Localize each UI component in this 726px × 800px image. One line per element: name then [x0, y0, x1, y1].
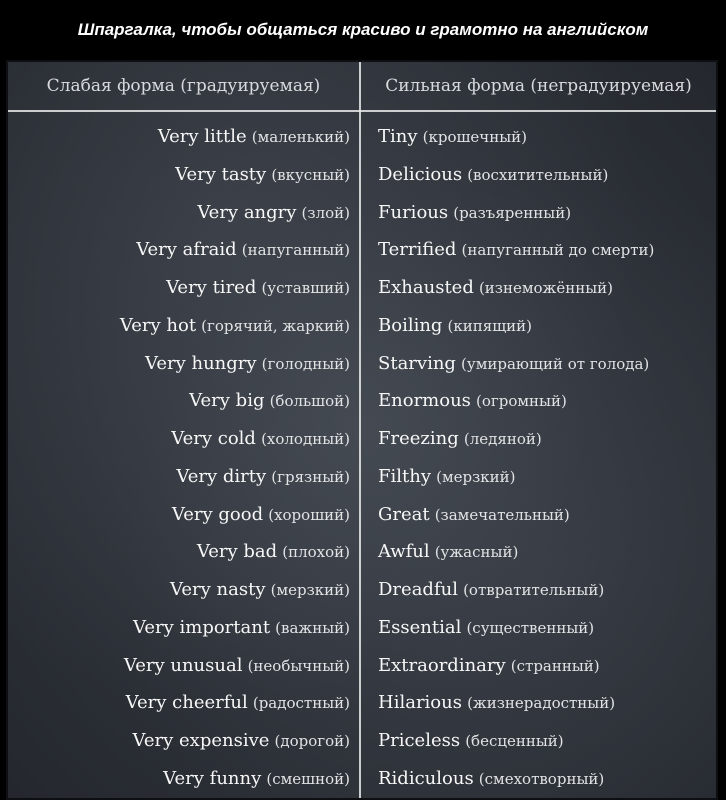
strong-english-word: Tiny — [378, 126, 418, 147]
weak-form-cell — [145, 345, 350, 383]
weak-russian-translation: (напуганный) — [241, 241, 350, 260]
weak-english-word: Very good — [171, 503, 264, 525]
weak-russian-translation: (смешной) — [266, 769, 350, 788]
strong-russian-translation: (кипящий) — [447, 316, 533, 335]
strong-form-cell — [378, 382, 567, 420]
chalkboard-table — [6, 60, 718, 800]
strong-russian-translation: (странный) — [510, 656, 600, 675]
weak-form-cell — [136, 231, 350, 269]
weak-english-word: Very unusual — [123, 654, 243, 676]
strong-english-word: Hilarious — [378, 692, 462, 714]
weak-russian-translation: (холодный) — [261, 430, 350, 448]
weak-russian-translation: (маленький) — [251, 128, 350, 146]
strong-russian-translation: (изнеможённый) — [478, 279, 614, 297]
strong-russian-translation: (напуганный до смерти) — [461, 241, 655, 260]
weak-form-cell — [171, 420, 350, 458]
weak-english-word: Very nasty — [170, 579, 266, 600]
weak-russian-translation: (вкусный) — [271, 165, 350, 184]
weak-english-word: Very funny — [163, 767, 262, 789]
weak-english-word: Very afraid — [136, 239, 237, 261]
table-row — [8, 194, 716, 232]
strong-russian-translation: (ледяной) — [463, 430, 542, 448]
table-row — [8, 382, 716, 420]
table-row — [8, 269, 716, 307]
strong-english-word: Freezing — [378, 428, 459, 449]
header-strong-form: Сильная форма (неградуируемая) — [385, 76, 692, 96]
strong-english-word: Dreadful — [378, 579, 458, 600]
strong-russian-translation: (существенный) — [466, 618, 595, 637]
header-divider — [8, 110, 716, 112]
strong-form-cell — [378, 722, 564, 760]
table-row — [8, 722, 716, 760]
weak-english-word: Very hungry — [145, 352, 257, 374]
header-weak-form: Слабая форма (градуируемая) — [46, 76, 321, 96]
strong-english-word: Essential — [378, 616, 462, 638]
strong-form-cell — [378, 684, 615, 722]
weak-english-word: Very big — [189, 390, 265, 412]
strong-english-word: Awful — [378, 541, 430, 563]
table-row — [8, 307, 716, 345]
table-row — [8, 609, 716, 647]
strong-english-word: Priceless — [378, 730, 461, 751]
weak-form-cell — [133, 722, 350, 760]
strong-english-word: Enormous — [378, 390, 471, 412]
table-row — [8, 458, 716, 496]
strong-english-word: Extraordinary — [378, 654, 506, 676]
strong-russian-translation: (разъяренный) — [453, 203, 572, 222]
strong-english-word: Exhausted — [378, 277, 474, 298]
weak-russian-translation: (радостный) — [252, 694, 350, 713]
weak-form-cell — [124, 647, 350, 685]
strong-russian-translation: (умирающий от голода) — [461, 354, 650, 373]
strong-form-cell — [378, 458, 516, 496]
strong-english-word: Boiling — [378, 314, 443, 336]
weak-russian-translation: (злой) — [301, 203, 350, 222]
table-row — [8, 571, 716, 609]
weak-russian-translation: (важный) — [275, 618, 350, 637]
strong-form-cell — [378, 269, 613, 307]
weak-english-word: Very cold — [171, 428, 256, 449]
weak-form-cell — [197, 194, 350, 232]
strong-english-word: Filthy — [378, 465, 431, 487]
weak-english-word: Very bad — [196, 541, 278, 563]
strong-russian-translation: (мерзкий) — [436, 467, 516, 486]
table-row — [8, 496, 716, 534]
weak-form-cell — [166, 269, 350, 307]
table-row — [8, 420, 716, 458]
weak-english-word: Very angry — [197, 201, 297, 223]
table-row — [8, 118, 716, 156]
strong-russian-translation: (огромный) — [476, 392, 567, 411]
strong-russian-translation: (замечательный) — [434, 505, 570, 524]
strong-form-cell — [378, 760, 604, 798]
strong-russian-translation: (жизнерадостный) — [467, 694, 616, 713]
weak-form-cell — [133, 609, 350, 647]
strong-english-word: Furious — [378, 201, 449, 223]
table-body — [8, 118, 716, 798]
strong-russian-translation: (крошечный) — [422, 128, 528, 146]
strong-form-cell — [378, 496, 570, 534]
table-row — [8, 684, 716, 722]
weak-russian-translation: (плохой) — [282, 543, 350, 562]
weak-form-cell — [120, 307, 350, 345]
table-row — [8, 156, 716, 194]
strong-english-word: Terrified — [378, 239, 457, 261]
weak-russian-translation: (горячий, жаркий) — [201, 316, 350, 335]
weak-english-word: Very expensive — [132, 730, 270, 751]
strong-russian-translation: (ужасный) — [434, 543, 519, 562]
weak-form-cell — [172, 496, 350, 534]
weak-form-cell — [126, 684, 350, 722]
weak-russian-translation: (мерзкий) — [270, 581, 350, 599]
strong-english-word: Starving — [378, 352, 456, 374]
weak-form-cell — [189, 382, 350, 420]
strong-russian-translation: (отвратительный) — [463, 581, 605, 599]
page-title: Шпаргалка, чтобы общаться красиво и грамотно на английском — [77, 20, 649, 39]
weak-english-word: Very dirty — [176, 465, 267, 487]
table-row — [8, 345, 716, 383]
strong-form-cell — [378, 194, 571, 232]
strong-form-cell — [378, 118, 527, 156]
weak-english-word: Very tasty — [175, 163, 267, 185]
strong-russian-translation: (восхитительный) — [467, 165, 609, 184]
weak-form-cell — [197, 533, 350, 571]
weak-english-word: Very hot — [119, 314, 197, 336]
weak-english-word: Very important — [133, 616, 271, 638]
weak-russian-translation: (уставший) — [261, 279, 350, 297]
weak-english-word: Very tired — [166, 277, 257, 298]
strong-form-cell — [378, 609, 594, 647]
strong-form-cell — [378, 231, 654, 269]
strong-form-cell — [378, 420, 542, 458]
strong-form-cell — [378, 571, 604, 609]
weak-russian-translation: (грязный) — [271, 467, 350, 486]
strong-form-cell — [378, 345, 649, 383]
strong-form-cell — [378, 647, 600, 685]
strong-russian-translation: (смехотворный) — [478, 769, 605, 788]
table-row — [8, 231, 716, 269]
strong-form-cell — [378, 156, 608, 194]
strong-russian-translation: (бесценный) — [465, 732, 564, 750]
weak-form-cell — [158, 118, 350, 156]
weak-russian-translation: (голодный) — [261, 354, 350, 373]
weak-form-cell — [170, 571, 350, 609]
strong-english-word: Ridiculous — [378, 767, 474, 789]
strong-english-word: Delicious — [378, 163, 463, 185]
weak-russian-translation: (большой) — [269, 392, 350, 411]
weak-english-word: Very cheerful — [125, 692, 248, 714]
weak-form-cell — [175, 156, 350, 194]
weak-english-word: Very little — [157, 126, 247, 147]
weak-russian-translation: (необычный) — [247, 656, 350, 675]
strong-form-cell — [378, 307, 532, 345]
strong-form-cell — [378, 533, 518, 571]
weak-russian-translation: (дорогой) — [274, 732, 350, 750]
table-row — [8, 647, 716, 685]
table-row — [8, 760, 716, 798]
weak-russian-translation: (хороший) — [268, 505, 350, 524]
weak-form-cell — [176, 458, 350, 496]
table-row — [8, 533, 716, 571]
strong-english-word: Great — [378, 503, 430, 525]
weak-form-cell — [163, 760, 350, 798]
